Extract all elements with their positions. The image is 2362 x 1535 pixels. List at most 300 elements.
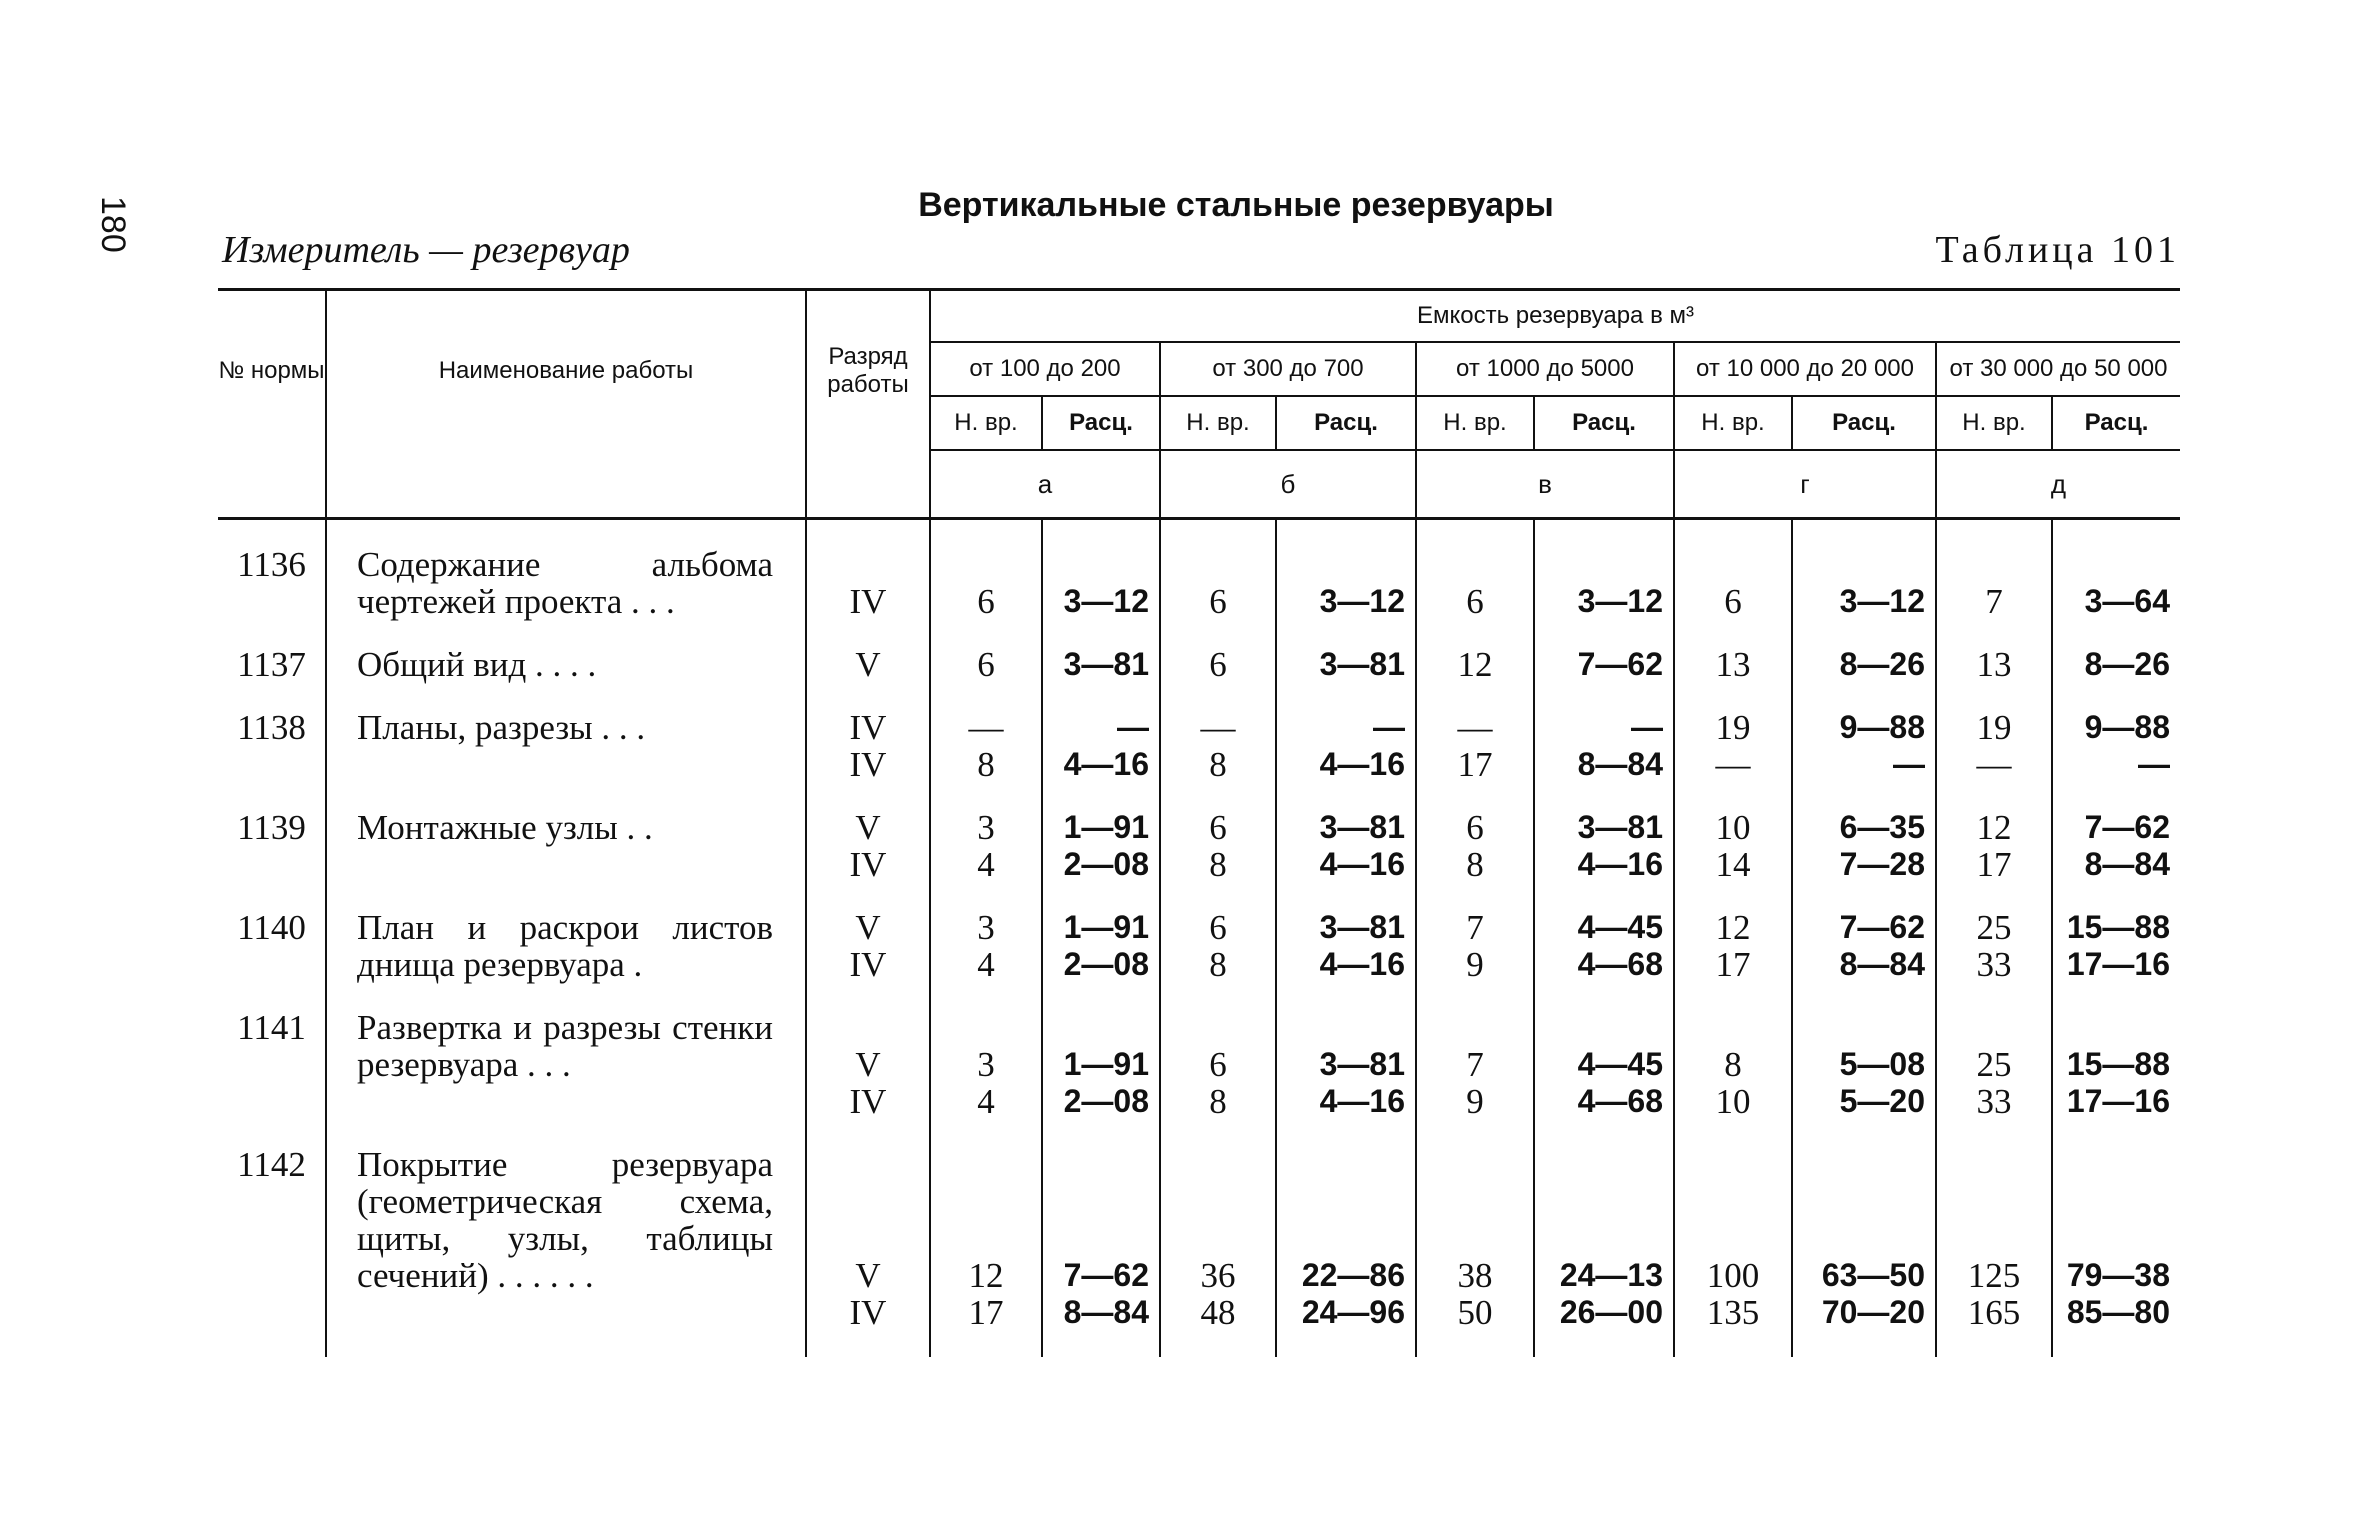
price-cell <box>1276 1146 1416 1331</box>
price-value: 8—84 <box>2084 846 2170 882</box>
time-norm-value: 12 <box>1457 645 1493 684</box>
time-norm-value: 135 <box>1706 1293 1760 1332</box>
time-norm-value: 6 <box>977 582 995 621</box>
price-value: 1—91 <box>1063 1046 1149 1082</box>
price-value: 4—68 <box>1577 1083 1663 1119</box>
rank-value <box>807 1183 929 1220</box>
price-cell <box>1042 709 1160 783</box>
time-norm-value <box>1937 1146 2051 1183</box>
price-value: 3—12 <box>1319 583 1405 619</box>
rank-value: V <box>855 808 881 847</box>
price-value <box>1043 1220 1149 1257</box>
time-norm-value: 3 <box>977 1045 995 1084</box>
header-nvr: Н. вр. <box>930 396 1042 450</box>
header-nvr: Н. вр. <box>1936 396 2052 450</box>
time-norm-value: 8 <box>1724 1045 1742 1084</box>
time-norm-value: 9 <box>1466 945 1484 984</box>
time-norm-cell <box>1160 546 1276 620</box>
table-row <box>218 909 2180 983</box>
price-cell <box>1534 709 1674 783</box>
price-value: 4—16 <box>1319 846 1405 882</box>
time-norm-value: 6 <box>1209 808 1227 847</box>
header-rasc: Расц. <box>1276 396 1416 450</box>
price-value: 3—81 <box>1063 646 1149 682</box>
time-norm-value: 14 <box>1715 845 1751 884</box>
time-norm-value: — <box>968 708 1004 747</box>
time-norm-value: 4 <box>977 945 995 984</box>
work-rank <box>806 646 930 683</box>
rank-value: IV <box>849 582 887 621</box>
price-value <box>2053 546 2170 583</box>
price-value: 1—91 <box>1063 909 1149 945</box>
header-capacity: Емкость резервуара в м³ <box>930 290 2180 343</box>
header-letter: д <box>1936 450 2180 519</box>
work-name: Развертка и разрезы стенки резервуара . . . <box>326 1009 806 1120</box>
time-norm-value: 4 <box>977 845 995 884</box>
price-cell <box>2052 1146 2180 1331</box>
price-value: 3—81 <box>1319 809 1405 845</box>
price-cell <box>1276 709 1416 783</box>
time-norm-value <box>1417 546 1533 583</box>
price-value: 17—16 <box>2066 946 2170 982</box>
header-nvr: Н. вр. <box>1674 396 1792 450</box>
price-value: 7—28 <box>1839 846 1925 882</box>
price-value: 63—50 <box>1821 1257 1925 1293</box>
time-norm-cell <box>1674 709 1792 783</box>
time-norm-cell <box>1674 546 1792 620</box>
rank-value: V <box>855 908 881 947</box>
price-value: 8—84 <box>1063 1294 1149 1330</box>
price-cell <box>1534 546 1674 620</box>
price-value <box>1535 1183 1663 1220</box>
time-norm-value: 6 <box>1466 808 1484 847</box>
time-norm-value: 6 <box>1209 582 1227 621</box>
time-norm-value: — <box>1200 708 1236 747</box>
header-rasc: Расц. <box>1792 396 1936 450</box>
time-norm-cell <box>1936 809 2052 883</box>
price-cell <box>1792 1009 1936 1120</box>
time-norm-value <box>1417 1146 1533 1183</box>
time-norm-cell <box>1416 809 1534 883</box>
price-cell <box>1042 809 1160 883</box>
time-norm-cell <box>1160 709 1276 783</box>
price-cell <box>2052 646 2180 683</box>
time-norm-cell <box>1936 909 2052 983</box>
time-norm-value <box>1161 1009 1275 1046</box>
time-norm-cell <box>930 1009 1042 1120</box>
table-row <box>218 1146 2180 1331</box>
time-norm-value: — <box>1457 708 1493 747</box>
time-norm-value: 50 <box>1457 1293 1493 1332</box>
time-norm-value: 17 <box>1457 745 1493 784</box>
time-norm-value <box>1675 1220 1791 1257</box>
time-norm-value: 25 <box>1976 1045 2012 1084</box>
price-value <box>1277 1220 1405 1257</box>
time-norm-value: 125 <box>1967 1256 2021 1295</box>
time-norm-cell <box>1160 1146 1276 1331</box>
header-range-a: от 100 до 200 <box>930 342 1160 396</box>
time-norm-cell <box>1936 546 2052 620</box>
price-value <box>1535 1146 1663 1183</box>
page-number: 180 <box>94 196 132 253</box>
price-value: 4—16 <box>1319 1083 1405 1119</box>
time-norm-value: 17 <box>1976 845 2012 884</box>
time-norm-value <box>1937 1220 2051 1257</box>
time-norm-value <box>1161 1220 1275 1257</box>
rank-value <box>807 546 929 583</box>
header-rank: Разряд работы <box>806 290 930 451</box>
work-rank <box>806 546 930 620</box>
time-norm-cell <box>1416 909 1534 983</box>
time-norm-value <box>931 1009 1041 1046</box>
work-name: Планы, разрезы . . . <box>326 709 806 783</box>
price-value: 8—26 <box>1839 646 1925 682</box>
norm-number: 1136 <box>218 546 326 620</box>
price-value: 22—86 <box>1301 1257 1405 1293</box>
price-value: 15—88 <box>2066 1046 2170 1082</box>
time-norm-cell <box>1160 809 1276 883</box>
price-value <box>1793 1009 1925 1046</box>
time-norm-value: 13 <box>1976 645 2012 684</box>
price-value <box>1535 1220 1663 1257</box>
price-value: 15—88 <box>2066 909 2170 945</box>
header-letter: б <box>1160 450 1416 519</box>
time-norm-value: 33 <box>1976 945 2012 984</box>
price-cell <box>2052 809 2180 883</box>
time-norm-value: 8 <box>1209 845 1227 884</box>
norms-table <box>218 288 2180 1357</box>
time-norm-cell <box>930 546 1042 620</box>
price-value <box>1277 1183 1405 1220</box>
time-norm-value: 100 <box>1706 1256 1760 1295</box>
time-norm-value: 17 <box>968 1293 1004 1332</box>
header-letter: а <box>930 450 1160 519</box>
norm-number: 1141 <box>218 1009 326 1120</box>
time-norm-cell <box>1160 1009 1276 1120</box>
price-value <box>1535 1009 1663 1046</box>
price-value: 5—20 <box>1839 1083 1925 1119</box>
time-norm-cell <box>1936 646 2052 683</box>
time-norm-value <box>1675 1183 1791 1220</box>
price-value: 7—62 <box>1063 1257 1149 1293</box>
price-cell <box>2052 1009 2180 1120</box>
rank-value <box>807 1146 929 1183</box>
time-norm-value: 33 <box>1976 1082 2012 1121</box>
time-norm-value <box>1161 1146 1275 1183</box>
time-norm-value: 17 <box>1715 945 1751 984</box>
price-value: — <box>1893 746 1925 782</box>
time-norm-value <box>931 1220 1041 1257</box>
price-value: — <box>1117 709 1149 745</box>
time-norm-cell <box>1416 1146 1534 1331</box>
price-value: 4—45 <box>1577 1046 1663 1082</box>
price-value: 24—96 <box>1301 1294 1405 1330</box>
time-norm-value <box>1675 1009 1791 1046</box>
price-cell <box>1042 546 1160 620</box>
norm-number: 1138 <box>218 709 326 783</box>
price-value: 3—81 <box>1319 1046 1405 1082</box>
time-norm-value <box>1675 546 1791 583</box>
time-norm-cell <box>1936 1009 2052 1120</box>
norm-number: 1140 <box>218 909 326 983</box>
time-norm-cell <box>1674 909 1792 983</box>
time-norm-value: 6 <box>977 645 995 684</box>
price-value: 3—12 <box>1839 583 1925 619</box>
price-value: 7—62 <box>2084 809 2170 845</box>
price-value: 1—91 <box>1063 809 1149 845</box>
price-value: 7—62 <box>1577 646 1663 682</box>
price-value <box>2053 1220 2170 1257</box>
time-norm-value <box>1937 1183 2051 1220</box>
price-value: 4—16 <box>1577 846 1663 882</box>
time-norm-cell <box>1160 646 1276 683</box>
price-value: — <box>2138 746 2170 782</box>
price-value: 26—00 <box>1559 1294 1663 1330</box>
price-value: — <box>1373 709 1405 745</box>
price-value: 3—12 <box>1063 583 1149 619</box>
price-value: 3—81 <box>1319 909 1405 945</box>
price-cell <box>1534 809 1674 883</box>
time-norm-cell <box>930 1146 1042 1331</box>
time-norm-value: 12 <box>968 1256 1004 1295</box>
time-norm-value: 36 <box>1200 1256 1236 1295</box>
time-norm-value: 13 <box>1715 645 1751 684</box>
time-norm-value: 3 <box>977 908 995 947</box>
price-value: 3—64 <box>2084 583 2170 619</box>
table-number: Таблица 101 <box>1935 229 2180 271</box>
time-norm-value: 6 <box>1209 1045 1227 1084</box>
time-norm-value: 38 <box>1457 1256 1493 1295</box>
table-row <box>218 809 2180 883</box>
time-norm-value: 7 <box>1466 908 1484 947</box>
price-value <box>1793 1146 1925 1183</box>
time-norm-cell <box>1674 646 1792 683</box>
price-value: 8—84 <box>1839 946 1925 982</box>
price-cell <box>1042 646 1160 683</box>
price-cell <box>1792 646 1936 683</box>
price-cell <box>1276 809 1416 883</box>
price-cell <box>1792 809 1936 883</box>
rank-value: IV <box>849 945 887 984</box>
price-value: 7—62 <box>1839 909 1925 945</box>
rank-value: IV <box>849 745 887 784</box>
time-norm-value: 6 <box>1209 645 1227 684</box>
unit-label: Измеритель — резервуар <box>222 229 630 271</box>
price-value: 3—81 <box>1319 646 1405 682</box>
time-norm-value: 165 <box>1967 1293 2021 1332</box>
price-value <box>1277 546 1405 583</box>
price-value: 2—08 <box>1063 846 1149 882</box>
norm-number: 1139 <box>218 809 326 883</box>
rank-value: V <box>855 645 881 684</box>
time-norm-value: 6 <box>1724 582 1742 621</box>
price-value <box>1043 546 1149 583</box>
time-norm-value <box>1675 1146 1791 1183</box>
time-norm-cell <box>1674 809 1792 883</box>
header-letter: г <box>1674 450 1936 519</box>
header-letter: в <box>1416 450 1674 519</box>
time-norm-value <box>931 546 1041 583</box>
price-cell <box>1534 646 1674 683</box>
time-norm-value: 8 <box>1209 745 1227 784</box>
table-row <box>218 1009 2180 1120</box>
price-value <box>1535 546 1663 583</box>
price-cell <box>1276 646 1416 683</box>
price-cell <box>1276 1009 1416 1120</box>
header-rasc: Расц. <box>1534 396 1674 450</box>
time-norm-cell <box>930 809 1042 883</box>
price-cell <box>1276 909 1416 983</box>
price-value: 8—84 <box>1577 746 1663 782</box>
price-cell <box>2052 909 2180 983</box>
time-norm-value: 7 <box>1466 1045 1484 1084</box>
price-value: 2—08 <box>1063 946 1149 982</box>
time-norm-value: 8 <box>1209 1082 1227 1121</box>
time-norm-value: 10 <box>1715 1082 1751 1121</box>
time-norm-value <box>1417 1009 1533 1046</box>
header-rasc: Расц. <box>2052 396 2180 450</box>
price-value: 85—80 <box>2066 1294 2170 1330</box>
price-value: 4—16 <box>1319 946 1405 982</box>
price-cell <box>1042 1009 1160 1120</box>
price-value: 24—13 <box>1559 1257 1663 1293</box>
time-norm-cell <box>930 709 1042 783</box>
time-norm-value: 6 <box>1466 582 1484 621</box>
rank-value: IV <box>849 845 887 884</box>
time-norm-value: 19 <box>1715 708 1751 747</box>
price-value <box>1043 1009 1149 1046</box>
header-range-d: от 30 000 до 50 000 <box>1936 342 2180 396</box>
price-cell <box>1042 909 1160 983</box>
time-norm-value <box>1417 1220 1533 1257</box>
header-range-b: от 300 до 700 <box>1160 342 1416 396</box>
price-value <box>2053 1183 2170 1220</box>
price-value: 9—88 <box>2084 709 2170 745</box>
time-norm-value: 8 <box>1466 845 1484 884</box>
price-value <box>1043 1146 1149 1183</box>
time-norm-cell <box>1416 546 1534 620</box>
price-cell <box>1042 1146 1160 1331</box>
time-norm-value <box>1417 1183 1533 1220</box>
work-rank <box>806 1009 930 1120</box>
header-num: № нормы <box>218 290 326 451</box>
work-name: План и раскрои листов днища резервуара . <box>326 909 806 983</box>
price-value: 3—12 <box>1577 583 1663 619</box>
price-cell <box>1792 709 1936 783</box>
time-norm-value: — <box>1715 745 1751 784</box>
work-rank <box>806 709 930 783</box>
rank-value <box>807 1220 929 1257</box>
time-norm-cell <box>930 646 1042 683</box>
time-norm-value: 7 <box>1985 582 2003 621</box>
rank-value: V <box>855 1256 881 1295</box>
price-value: 9—88 <box>1839 709 1925 745</box>
time-norm-value: 9 <box>1466 1082 1484 1121</box>
price-cell <box>1792 546 1936 620</box>
price-value: 4—45 <box>1577 909 1663 945</box>
time-norm-value: 25 <box>1976 908 2012 947</box>
norm-number: 1142 <box>218 1146 326 1331</box>
table-row <box>218 709 2180 783</box>
price-cell <box>1792 909 1936 983</box>
header-nvr: Н. вр. <box>1160 396 1276 450</box>
time-norm-cell <box>1416 646 1534 683</box>
page-title: Вертикальные стальные резервуары <box>918 186 1554 224</box>
norm-number: 1137 <box>218 646 326 683</box>
time-norm-cell <box>930 909 1042 983</box>
work-rank <box>806 809 930 883</box>
time-norm-value: 8 <box>977 745 995 784</box>
time-norm-cell <box>1674 1009 1792 1120</box>
price-cell <box>1534 1146 1674 1331</box>
price-value: 2—08 <box>1063 1083 1149 1119</box>
header-nvr: Н. вр. <box>1416 396 1534 450</box>
table-row <box>218 646 2180 683</box>
price-cell <box>1792 1146 1936 1331</box>
rank-value: IV <box>849 1293 887 1332</box>
price-value: 5—08 <box>1839 1046 1925 1082</box>
price-cell <box>2052 709 2180 783</box>
time-norm-value: 12 <box>1715 908 1751 947</box>
time-norm-value <box>931 1146 1041 1183</box>
time-norm-value: — <box>1976 745 2012 784</box>
time-norm-value: 12 <box>1976 808 2012 847</box>
time-norm-value <box>931 1183 1041 1220</box>
time-norm-cell <box>1936 1146 2052 1331</box>
price-value: 17—16 <box>2066 1083 2170 1119</box>
price-value <box>1277 1146 1405 1183</box>
header-rasc: Расц. <box>1042 396 1160 450</box>
price-value <box>1793 1183 1925 1220</box>
price-cell <box>1276 546 1416 620</box>
time-norm-value: 10 <box>1715 808 1751 847</box>
time-norm-value: 8 <box>1209 945 1227 984</box>
header-name: Наименование работы <box>326 290 806 451</box>
price-cell <box>1534 909 1674 983</box>
price-value <box>1793 1220 1925 1257</box>
work-name: Монтажные узлы . . <box>326 809 806 883</box>
price-value: 4—16 <box>1063 746 1149 782</box>
price-value <box>2053 1146 2170 1183</box>
table-row <box>218 546 2180 620</box>
price-value <box>1793 546 1925 583</box>
work-rank <box>806 1146 930 1331</box>
time-norm-value: 48 <box>1200 1293 1236 1332</box>
price-value <box>1043 1183 1149 1220</box>
price-value: 3—81 <box>1577 809 1663 845</box>
rank-value: IV <box>849 708 887 747</box>
time-norm-value: 19 <box>1976 708 2012 747</box>
time-norm-value: 4 <box>977 1082 995 1121</box>
price-value <box>2053 1009 2170 1046</box>
price-value: 70—20 <box>1821 1294 1925 1330</box>
time-norm-value: 3 <box>977 808 995 847</box>
header-range-v: от 1000 до 5000 <box>1416 342 1674 396</box>
price-value: 4—16 <box>1319 746 1405 782</box>
rank-value: V <box>855 1045 881 1084</box>
time-norm-value <box>1161 1183 1275 1220</box>
header-range-g: от 10 000 до 20 000 <box>1674 342 1936 396</box>
time-norm-value <box>1937 1009 2051 1046</box>
time-norm-cell <box>1674 1146 1792 1331</box>
price-value <box>1277 1009 1405 1046</box>
time-norm-value <box>1937 546 2051 583</box>
time-norm-cell <box>1160 909 1276 983</box>
price-value: — <box>1631 709 1663 745</box>
time-norm-value: 6 <box>1209 908 1227 947</box>
work-name: Общий вид . . . . <box>326 646 806 683</box>
time-norm-cell <box>1416 709 1534 783</box>
